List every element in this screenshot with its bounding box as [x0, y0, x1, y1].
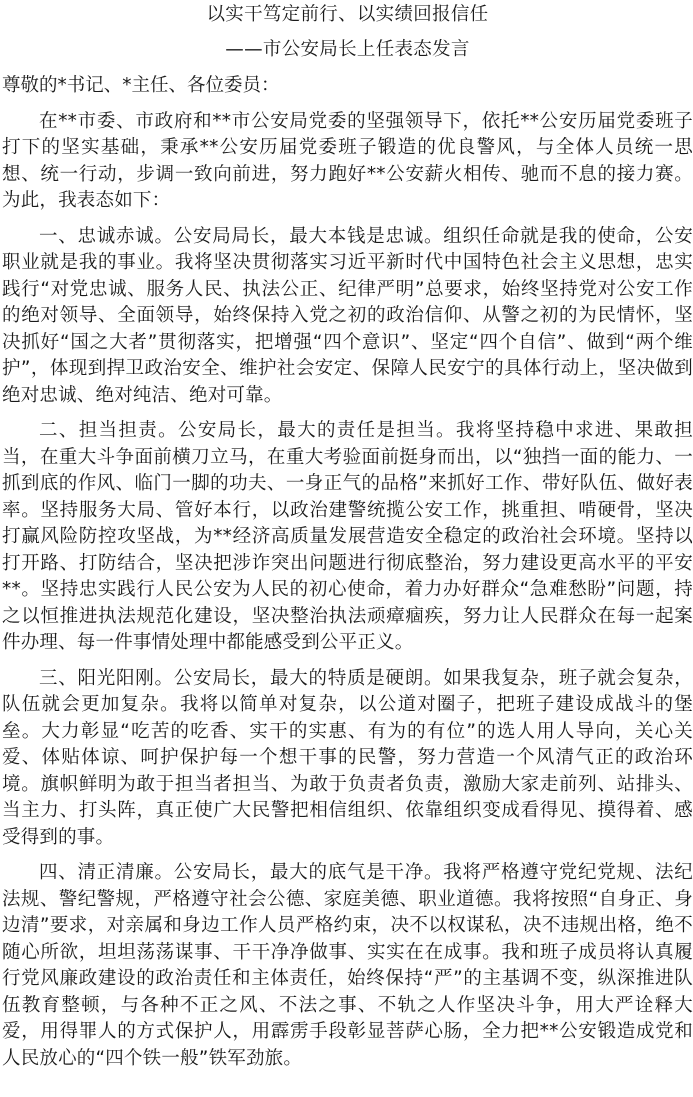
- section-loyalty-paragraph: 一、忠诚赤诚。公安局局长，最大本钱是忠诚。组织任命就是我的使命，公安职业就是我的事业。我将坚决贯彻落实习近平新时代中国特色社会主义思想，忠实践行“对党忠诚、服务人民、执法公正、纪律严明”总要求，始终坚持党对公安工作的绝对领导、全面领导，始终保持入党之初的政治信仰、从警之初的为民情怀，坚决抓好“国之大者”贯彻落实，把增强“四个意识”、坚定“四个自信”、做到“两个维护”，体现到捍卫政治安全、维护社会安定、保障人民安宁的具体行动上，坚决做到绝对忠诚、绝对纯洁、绝对可靠。: [2, 225, 693, 406]
- intro-paragraph: 在**市委、市政府和**市公安局党委的坚强领导下，依托**公安历届党委班子打下的坚实基础，秉承**公安历届党委班子锻造的优良警风，与全体人员统一思想、统一行动，步调一致向前进，努力跑好**公安薪火相传、驰而不息的接力赛。为此，我表态如下：: [2, 110, 693, 211]
- section-integrity-paragraph: 三、阳光阳刚。公安局长，最大的特质是硬朗。如果我复杂，班子就会复杂，队伍就会更加复杂。我将以简单对复杂，以公道对圈子，把班子建设成战斗的堡垒。大力彰显“吃苦的吃香、实干的实惠、有为的有位”的选人用人导向，关心关爱、体贴体谅、呵护保护每一个想干事的民警，努力营造一个风清气正的政治环境。旗帜鲜明为敢于担当者担当、为敢于负责者负责，激励大家走前列、站排头、当主力、打头阵，真正使广大民警把相信组织、依靠组织变成看得见、摸得着、感受得到的事。: [2, 667, 693, 848]
- section-responsibility-paragraph: 二、担当担责。公安局长，最大的责任是担当。我将坚持稳中求进、果敢担当，在重大斗争面前横刀立马，在重大考验面前挺身而出，以“独挡一面的能力、一抓到底的作风、临门一脚的功夫、一身正气的品格”来抓好工作、带好队伍、做好表率。坚持服务大局、管好本行，以政治建警统揽公安工作，挑重担、啃硬骨，坚决打赢风险防控攻坚战，为**经济高质量发展营造安全稳定的政治社会环境。坚持以打开路、打防结合，坚决把涉诈突出问题进行彻底整治，努力建设更高水平的平安**。坚持忠实践行人民公安为人民的初心使命，着力办好群众“急难愁盼”问题，持之以恒推进执法规范化建设，坚决整治执法顽瘴痼疾，努力让人民群众在每一起案件办理、每一件事情处理中都能感受到公平正义。: [2, 420, 693, 653]
- document-title: 以实干笃定前行、以实绩回报信任: [206, 4, 489, 25]
- section-clean-governance-paragraph: 四、清正清廉。公安局长，最大的底气是干净。我将严格遵守党纪党规、法纪法规、警纪警规，严格遵守社会公德、家庭美德、职业道德。我将按照“自身正、身边清”要求，对亲属和身边工作人员严格约束，决不以权谋私，决不违规出格，绝不随心所欲，坦坦荡荡谋事、干干净净做事、实实在在成事。我和班子成员将认真履行党风廉政建设的政治责任和主体责任，始终保持“严”的主基调不变，纵深推进队伍教育整顿，与各种不正之风、不法之事、不轨之人作坚决斗争，用大严诠释大爱，用得罪人的方式保护人，用霹雳手段彰显菩萨心肠，全力把**公安锻造成党和人民放心的“四个铁一般”铁军劲旅。: [2, 862, 693, 1069]
- document-subtitle: ——市公安局长上任表态发言: [225, 39, 470, 60]
- salutation: 尊敬的*书记、*主任、各位委员：: [2, 75, 280, 96]
